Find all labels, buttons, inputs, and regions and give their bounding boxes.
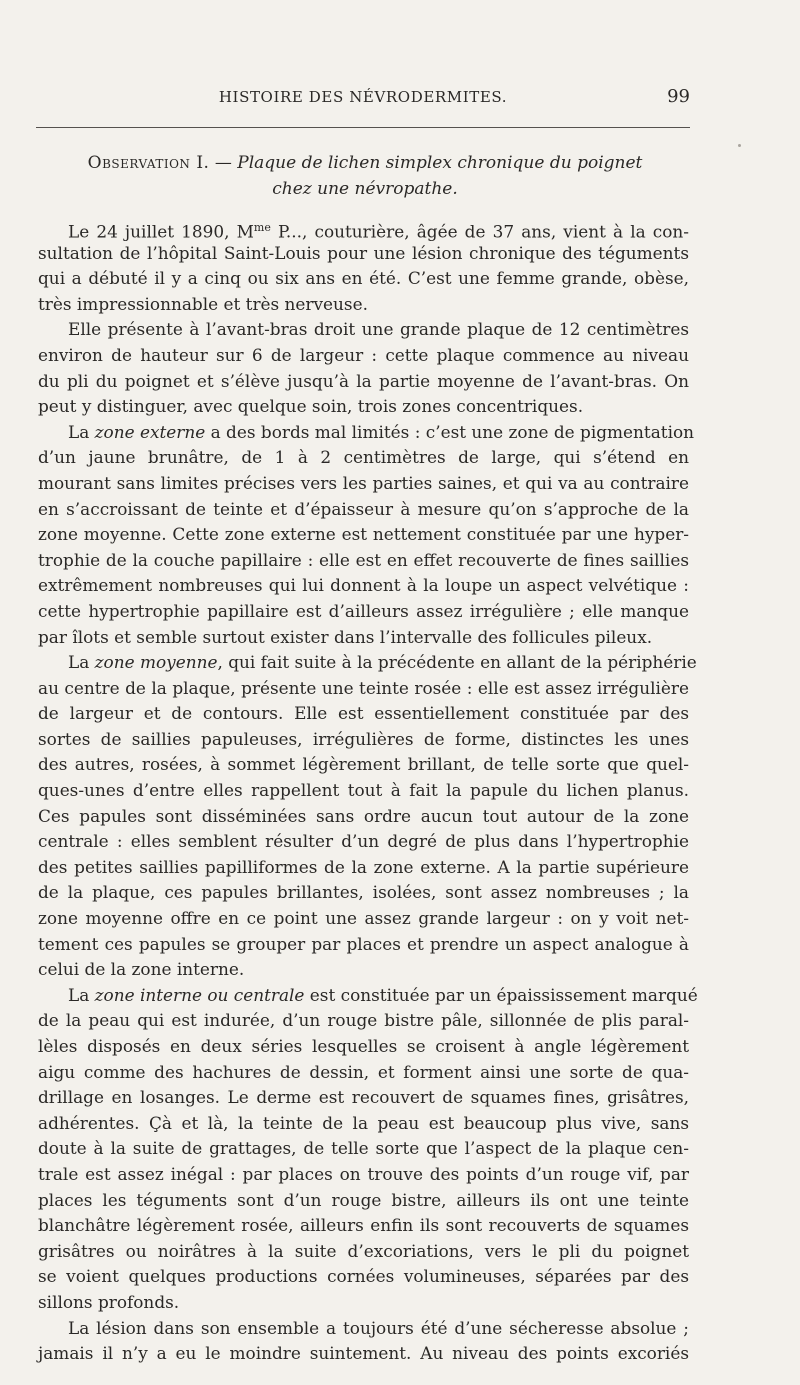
text-line: qui a débuté il y a cinq ou six ans en été. C’est une femme grande, obèse, bbox=[38, 268, 689, 289]
text-line: sillons profonds. bbox=[38, 1291, 180, 1312]
superscript: me bbox=[253, 221, 271, 234]
text-line: environ de hauteur sur 6 de largeur : cette plaque commence au niveau bbox=[38, 344, 689, 365]
text-run: Le 24 juillet 1890, M bbox=[68, 221, 254, 242]
text-line: centrale : elles semblent résulter d’un degré de plus dans l’hypertrophie bbox=[38, 831, 689, 852]
text-line: peut y distinguer, avec quelque soin, trois zones concentriques. bbox=[38, 396, 584, 417]
text-run: La bbox=[68, 652, 95, 673]
text-line: extrêmement nombreuses qui lui donnent à la loupe un aspect velvétique : bbox=[38, 575, 689, 596]
text-run: a des bords mal limités : c’est une zone de pigmentation bbox=[205, 421, 695, 442]
observation-title-part-2: chez une névropathe. bbox=[272, 179, 458, 199]
text-line: sultation de l’hôpital Saint-Louis pour une lésion chronique des téguments bbox=[38, 242, 689, 263]
text-line: tement ces papules se grouper par places et prendre un aspect analogue à bbox=[38, 933, 689, 954]
text-line: des petites saillies papilliformes de la zone externe. A la partie supérieure bbox=[38, 856, 689, 877]
emphasis: zone interne ou centrale bbox=[94, 984, 305, 1005]
observation-title-part-1: Plaque de lichen simplex chronique du poignet bbox=[237, 153, 643, 173]
heading-line-2 bbox=[40, 176, 690, 202]
text-line: d’un jaune brunâtre, de 1 à 2 centimètres de large, qui s’étend en bbox=[38, 447, 689, 468]
text-line: sortes de saillies papuleuses, irrégulières de forme, distinctes les unes bbox=[38, 728, 689, 749]
text-line: se voient quelques productions cornées volumineuses, séparées par des bbox=[38, 1266, 689, 1287]
text-run: , qui fait suite à la précédente en allant de la périphérie bbox=[217, 652, 697, 673]
text-line: drillage en losanges. Le derme est recouvert de squames fines, grisâtres, bbox=[38, 1087, 689, 1108]
header-rule bbox=[36, 127, 690, 128]
text-line bbox=[38, 650, 697, 676]
text-line: ques-unes d’entre elles rappellent tout à fait la papule du lichen planus. bbox=[38, 780, 689, 801]
observation-heading bbox=[40, 150, 690, 202]
text-line: places les téguments sont d’un rouge bistre, ailleurs ils ont une teinte bbox=[38, 1189, 689, 1210]
emphasis: zone externe bbox=[94, 421, 206, 442]
text-line: jamais il n’y a eu le moindre suintement. Au niveau des points excoriés bbox=[38, 1343, 689, 1364]
text-line bbox=[38, 215, 689, 241]
page-number: 99 bbox=[667, 86, 690, 107]
paper-speck bbox=[738, 144, 741, 147]
text-line bbox=[38, 420, 695, 446]
text-line: adhérentes. Çà et là, la teinte de la peau est beaucoup plus vive, sans bbox=[38, 1112, 689, 1133]
text-line: cette hypertrophie papillaire est d’ailleurs assez irrégulière ; elle manque bbox=[38, 600, 689, 621]
observation-label: Observation I. bbox=[87, 153, 210, 173]
text-run: P..., couturière, âgée de 37 ans, vient à la con- bbox=[270, 221, 689, 242]
text-run: La bbox=[68, 984, 95, 1005]
text-line: par îlots et semble surtout exister dans l’intervalle des follicules pileux. bbox=[38, 626, 653, 647]
running-head: HISTOIRE DES NÉVRODERMITES. bbox=[218, 88, 508, 106]
text-line: du pli du poignet et s’élève jusqu’à la partie moyenne de l’avant-bras. On bbox=[38, 370, 689, 391]
text-line: zone moyenne. Cette zone externe est nettement constituée par une hyper- bbox=[38, 524, 689, 545]
text-line: trophie de la couche papillaire : elle est en effet recouverte de fines saillies bbox=[38, 549, 689, 570]
text-line: de largeur et de contours. Elle est essentiellement constituée par des bbox=[38, 703, 689, 724]
text-line bbox=[38, 983, 698, 1009]
text-line: aigu comme des hachures de dessin, et forment ainsi une sorte de qua- bbox=[38, 1061, 689, 1082]
text-line: trale est assez inégal : par places on trouve des points d’un rouge vif, par bbox=[38, 1163, 689, 1184]
text-line: zone moyenne offre en ce point une assez grande largeur : on y voit net- bbox=[38, 908, 689, 929]
text-line: blanchâtre légèrement rosée, ailleurs enfin ils sont recouverts de squames bbox=[38, 1215, 689, 1236]
text-line: mourant sans limites précises vers les parties saines, et qui va au contraire bbox=[38, 472, 689, 493]
text-line: Elle présente à l’avant-bras droit une grande plaque de 12 centimètres bbox=[68, 319, 689, 340]
text-line: celui de la zone interne. bbox=[38, 959, 245, 980]
body-text bbox=[38, 215, 698, 1367]
text-line: lèles disposés en deux séries lesquelles se croisent à angle légèrement bbox=[38, 1036, 689, 1056]
text-line: doute à la suite de grattages, de telle sorte que l’aspect de la plaque cen- bbox=[38, 1138, 689, 1159]
emphasis: zone moyenne bbox=[94, 652, 218, 673]
text-run: est constituée par un épaississement marqué bbox=[304, 984, 698, 1005]
text-line: très impressionnable et très nerveuse. bbox=[38, 293, 368, 314]
text-line: grisâtres ou noirâtres à la suite d’excoriations, vers le pli du poignet bbox=[38, 1240, 689, 1261]
text-line: au centre de la plaque, présente une teinte rosée : elle est assez irrégulière bbox=[38, 677, 689, 698]
text-line: La lésion dans son ensemble a toujours été d’une sécheresse absolue ; bbox=[68, 1317, 689, 1338]
page-header bbox=[36, 88, 690, 114]
text-line: de la peau qui est indurée, d’un rouge bistre pâle, sillonnée de plis paral- bbox=[38, 1010, 689, 1031]
text-line: Ces papules sont disséminées sans ordre aucun tout autour de la zone bbox=[38, 805, 689, 826]
text-run: La bbox=[68, 421, 95, 442]
heading-dash: — bbox=[209, 153, 238, 173]
text-line: des autres, rosées, à sommet légèrement brillant, de telle sorte que quel- bbox=[38, 754, 689, 775]
text-line: en s’accroissant de teinte et d’épaisseur à mesure qu’on s’approche de la bbox=[38, 498, 689, 519]
text-line: de la plaque, ces papules brillantes, isolées, sont assez nombreuses ; la bbox=[38, 882, 689, 903]
heading-line-1 bbox=[40, 150, 690, 176]
